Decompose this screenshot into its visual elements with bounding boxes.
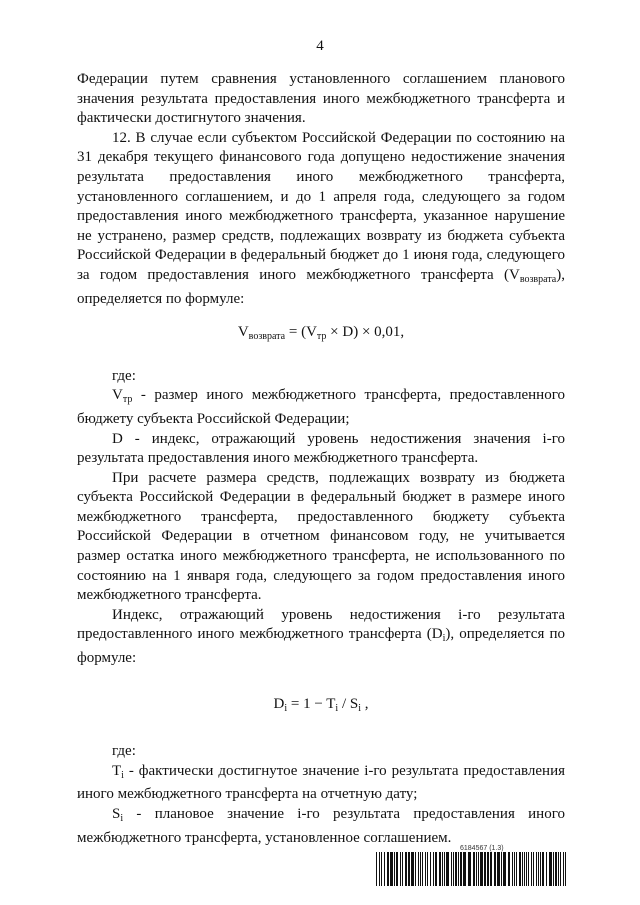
document-code: 6184567 (1.3) <box>460 845 504 852</box>
barcode <box>376 852 566 886</box>
where-label-2: где: <box>112 743 136 760</box>
formula1-rest: × D) × 0,01, <box>326 324 405 341</box>
page-number: 4 <box>316 38 324 54</box>
paragraph-calculation: При расчете размера средств, подлежащих возврату из бюджета субъекта Российской Федерации в федеральный бюджет в размере иного межбюджетного трансферта, предоставленного бюджету субъекта Российской Федерации в отчетном финансовом году, не учитывается размер остатка иного межбюджетного трансферта, не использованного по состоянию на 1 января года, следующего за годом предоставления иного межбюджетного трансферта. <box>77 469 565 604</box>
formula2-end: , <box>361 695 369 712</box>
paragraph-index-tail: ), определяется по формуле: <box>77 626 565 667</box>
formula-index <box>77 695 565 719</box>
definition-s <box>77 805 565 848</box>
formula2-d-sub: i <box>284 702 288 714</box>
formula1-vtr-sub: тр <box>316 331 327 343</box>
formula2-d: D <box>273 695 285 712</box>
definition-vtr <box>77 386 565 429</box>
paragraph-12 <box>77 129 565 309</box>
paragraph-index-text: Индекс, отражающий уровень недостижения i-го результата предоставленного иного межбюджетного трансферта (D <box>77 606 565 643</box>
definition-vtr-sub: тр <box>122 394 133 406</box>
definition-d: D - индекс, отражающий уровень недостижения значения i-го результата предоставления иного межбюджетного трансферта. <box>77 430 565 467</box>
definition-t-text: - фактически достигнутое значение i-го результата предоставления иного межбюджетного трансферта на отчетную дату; <box>77 762 565 803</box>
paragraph-12-tail: ), определяется по формуле: <box>77 266 565 307</box>
definition-t <box>77 762 565 805</box>
where-label-1: где: <box>112 367 136 384</box>
formula1-v-sub: возврата <box>248 331 286 343</box>
definition-s-sub: i <box>120 813 124 824</box>
subscript-vozvrata: возврата <box>519 273 557 285</box>
definition-vtr-symbol: V <box>112 387 123 404</box>
formula2-s-sub: i <box>358 702 361 714</box>
definition-t-sub: i <box>121 769 124 781</box>
formula1-v: V <box>237 324 249 341</box>
formula1-eq: = (V <box>285 324 317 341</box>
document-body <box>77 70 565 848</box>
definition-vtr-text: - размер иного межбюджетного трансферта, предоставленного бюджету субъекта Российской Федерации; <box>77 387 565 427</box>
formula2-t-sub: i <box>335 702 339 714</box>
paragraph-index-sub: i <box>442 633 446 645</box>
formula2-div: / S <box>338 695 359 712</box>
definition-s-text: - плановое значение i-го результата предоставления иного межбюджетного трансферта, установленное соглашением. <box>77 806 565 846</box>
definition-s-symbol: S <box>112 806 121 822</box>
definition-t-symbol: T <box>112 762 122 779</box>
paragraph-12-text: 12. В случае если субъектом Российской Федерации по состоянию на 31 декабря текущего финансового года допущено недостижение значения результата предоставления иного межбюджетного трансферта, установленного соглашением, и до 1 апреля года, следующего за годом предоставления иного межбюджетного трансферта, указанное нарушение не устранено, размер средств, подлежащих возврату из бюджета субъекта Российской Федерации в федеральный бюджет до 1 июня года, следующего за годом предоставления иного межбюджетного трансферта (V <box>77 129 565 283</box>
formula-return-amount <box>77 323 565 347</box>
formula2-eq: = 1 − T <box>287 695 336 712</box>
paragraph-index <box>77 606 565 669</box>
paragraph-continuation: Федерации путем сравнения установленного соглашением планового значения результата предоставления иного межбюджетного трансферта и фактически достигнутого значения. <box>77 71 565 127</box>
